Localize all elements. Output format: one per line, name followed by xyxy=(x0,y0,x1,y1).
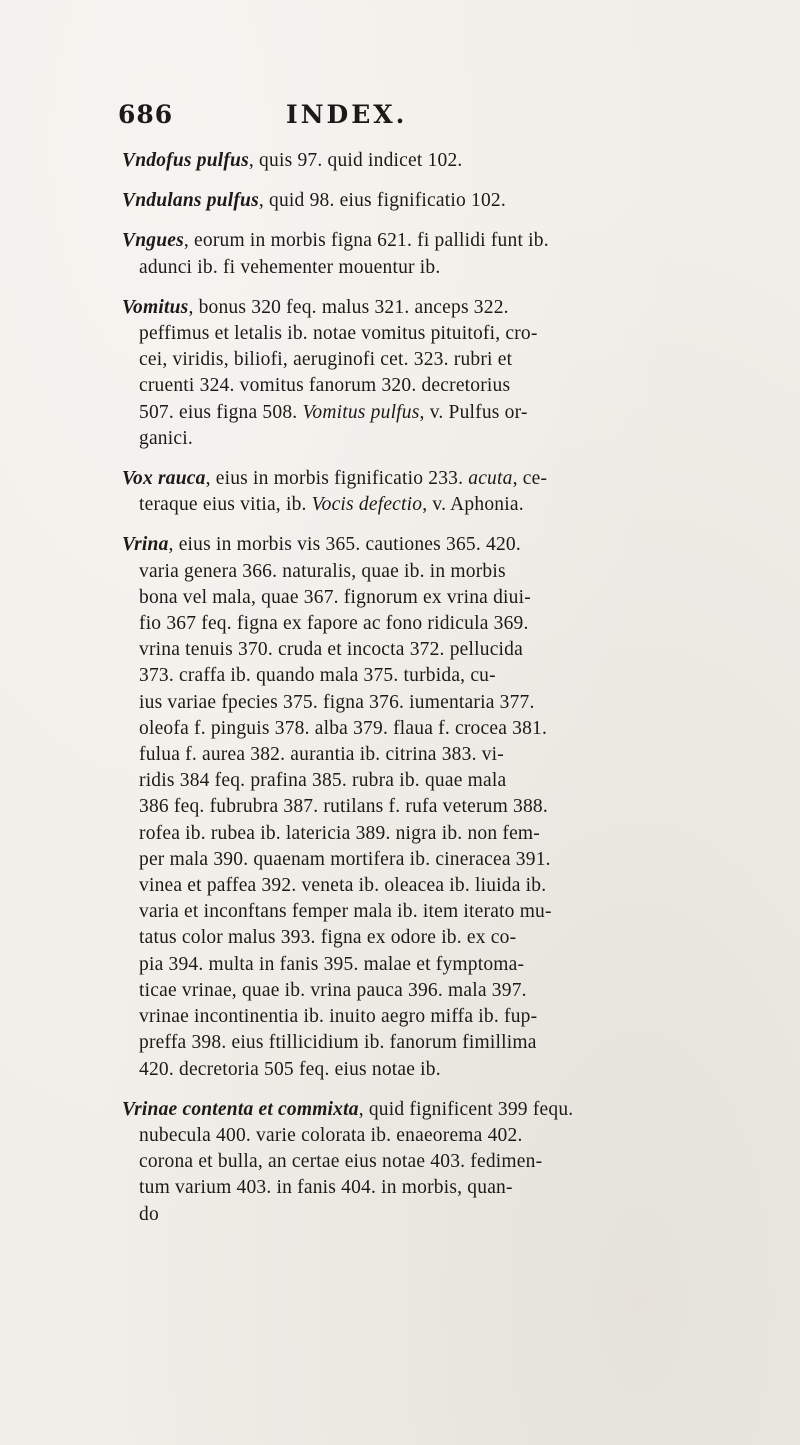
entry-continuation-line xyxy=(122,347,682,373)
entry-headword: Vox rauca xyxy=(122,468,206,490)
entry-text: vrinae incontinentia ib. inuito aegro miffa ib. fup- xyxy=(139,1006,538,1028)
entry-continuation-line xyxy=(122,1123,682,1149)
entry-continuation-line xyxy=(122,559,682,585)
entry-text: cei, viridis, biliofi, aeruginofi cet. 323. rubri et xyxy=(139,349,513,371)
entry-text: , ce- xyxy=(512,468,548,490)
entry-text: preffa 398. eius ftillicidium ib. fanorum fimillima xyxy=(139,1032,537,1054)
entry-continuation-line xyxy=(122,321,682,347)
index-entry xyxy=(122,188,682,214)
entry-headword: Vrina xyxy=(122,534,169,556)
italic-term: Vocis defectio xyxy=(311,494,423,516)
entry-text: , eius in morbis vis 365. cautiones 365. 420. xyxy=(168,534,521,556)
entry-text: rofea ib. rubea ib. latericia 389. nigra ib. non fem- xyxy=(139,822,540,844)
entry-text: , eorum in morbis figna 621. fi pallidi funt ib. xyxy=(183,230,549,252)
italic-term: acuta xyxy=(468,468,513,490)
entry-text: vrina tenuis 370. cruda et incocta 372. pellucida xyxy=(139,639,523,661)
entry-first-line xyxy=(122,532,682,558)
entry-continuation-line xyxy=(122,373,682,399)
entry-first-line xyxy=(122,295,682,321)
entry-text: vinea et paffea 392. veneta ib. oleacea ib. liuida ib. xyxy=(139,875,547,897)
entry-first-line xyxy=(122,466,682,492)
page-header xyxy=(118,100,678,140)
running-head: INDEX. xyxy=(286,100,408,129)
entry-text: , quis 97. quid indicet 102. xyxy=(248,150,463,171)
entry-continuation-line xyxy=(122,585,682,611)
entry-first-line xyxy=(122,1097,682,1123)
entry-text: teraque eius vitia, ib. xyxy=(139,494,312,516)
entry-continuation-line xyxy=(122,1175,682,1201)
entry-first-line xyxy=(122,228,682,254)
entry-continuation-line xyxy=(122,952,682,978)
entry-text: , eius in morbis fignificatio 233. xyxy=(205,468,469,490)
entry-text: 420. decretoria 505 feq. eius notae ib. xyxy=(139,1058,441,1080)
entry-headword: Vomitus xyxy=(122,296,189,318)
entry-text: pia 394. multa in fanis 395. malae et fymptoma- xyxy=(139,953,525,975)
entry-text: 386 feq. fubrubra 387. rutilans f. rufa veterum 388. xyxy=(139,796,548,818)
entry-text: 507. eius figna 508. xyxy=(139,401,303,423)
entry-continuation-line xyxy=(122,978,682,1004)
entry-continuation-line xyxy=(122,925,682,951)
entry-continuation-line xyxy=(122,1149,682,1175)
entry-text: bona vel mala, quae 367. fignorum ex vrina diui- xyxy=(139,586,531,608)
entry-text: per mala 390. quaenam mortifera ib. cineracea 391. xyxy=(139,848,551,870)
entry-text: nubecula 400. varie colorata ib. enaeorema 402. xyxy=(139,1124,523,1146)
entry-text: adunci ib. fi vehementer mouentur ib. xyxy=(139,256,441,278)
entry-text: ticae vrinae, quae ib. vrina pauca 396. mala 397. xyxy=(139,979,527,1001)
index-entry xyxy=(122,1097,682,1228)
entry-text: ridis 384 feq. prafina 385. rubra ib. quae mala xyxy=(139,770,507,792)
entry-continuation-line xyxy=(122,690,682,716)
entry-continuation-line xyxy=(122,1004,682,1030)
entry-continuation-line xyxy=(122,821,682,847)
entry-continuation-line xyxy=(122,426,682,452)
entry-text: ganici. xyxy=(139,427,193,449)
entry-headword: Vrinae contenta et commixta xyxy=(122,1098,359,1120)
entry-text: do xyxy=(139,1203,159,1225)
entry-continuation-line xyxy=(122,742,682,768)
entry-first-line xyxy=(122,148,682,174)
entry-continuation-line xyxy=(122,663,682,689)
entry-text: varia genera 366. naturalis, quae ib. in morbis xyxy=(139,560,506,582)
entry-continuation-line xyxy=(122,1057,682,1083)
entry-headword: Vndulans pulfus xyxy=(122,190,259,212)
entry-text: , v. Aphonia. xyxy=(422,494,524,516)
entry-continuation-line xyxy=(122,611,682,637)
entry-continuation-line xyxy=(122,899,682,925)
entry-text: oleofa f. pinguis 378. alba 379. flaua f. crocea 381. xyxy=(139,717,548,739)
entry-text: corona et bulla, an certae eius notae 403. fedimen- xyxy=(139,1151,543,1173)
entry-text: 373. craffa ib. quando mala 375. turbida, cu- xyxy=(139,665,496,687)
entry-continuation-line xyxy=(122,400,682,426)
entry-headword: Vndofus pulfus xyxy=(122,150,249,171)
entry-text: cruenti 324. vomitus fanorum 320. decretorius xyxy=(139,375,511,397)
entry-continuation-line xyxy=(122,716,682,742)
entry-text: peffimus et letalis ib. notae vomitus pituitofi, cro- xyxy=(139,323,538,345)
index-entry xyxy=(122,148,682,174)
entry-text: fio 367 feq. figna ex fapore ac fono ridicula 369. xyxy=(139,613,529,635)
entry-continuation-line xyxy=(122,255,682,281)
entry-continuation-line xyxy=(122,492,682,518)
entry-continuation-line xyxy=(122,768,682,794)
entry-text: , quid 98. eius fignificatio 102. xyxy=(258,190,506,212)
entry-text: tum varium 403. in fanis 404. in morbis, quan- xyxy=(139,1177,513,1199)
index-column xyxy=(122,148,682,1242)
entry-continuation-line xyxy=(122,847,682,873)
entry-first-line xyxy=(122,188,682,214)
entry-text: fulua f. aurea 382. aurantia ib. citrina 383. vi- xyxy=(139,744,504,766)
italic-term: Vomitus pulfus xyxy=(302,401,420,423)
entry-text: , bonus 320 feq. malus 321. anceps 322. xyxy=(188,296,509,318)
index-entry xyxy=(122,532,682,1082)
index-entry xyxy=(122,466,682,518)
entry-text: ius variae fpecies 375. figna 376. iumentaria 377. xyxy=(139,691,535,713)
entry-continuation-line xyxy=(122,873,682,899)
entry-text: , quid fignificent 399 fequ. xyxy=(358,1098,574,1120)
entry-continuation-line xyxy=(122,1202,682,1228)
entry-continuation-line xyxy=(122,637,682,663)
entry-text: varia et inconftans femper mala ib. item iterato mu- xyxy=(139,901,552,923)
entry-text: , v. Pulfus or- xyxy=(419,401,528,423)
index-entry xyxy=(122,228,682,280)
page-number: 686 xyxy=(118,100,174,129)
entry-continuation-line xyxy=(122,794,682,820)
entry-headword: Vngues xyxy=(122,230,184,252)
index-entry xyxy=(122,295,682,452)
entry-text: tatus color malus 393. figna ex odore ib. ex co- xyxy=(139,927,517,949)
entry-continuation-line xyxy=(122,1030,682,1056)
